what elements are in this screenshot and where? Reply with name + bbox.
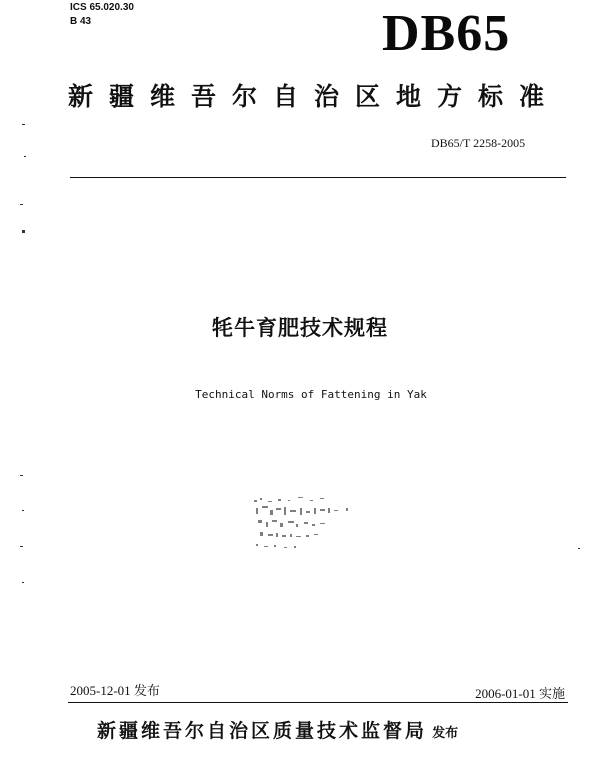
document-title-english: Technical Norms of Fattening in Yak [195, 388, 427, 401]
scan-speck [22, 510, 24, 511]
footer-divider [68, 702, 568, 703]
implement-date: 2006-01-01 实施 [475, 686, 565, 701]
ics-code: ICS 65.020.30 [70, 2, 134, 13]
scan-speck [578, 548, 580, 549]
scan-speck [20, 204, 23, 205]
seal-stamp [248, 494, 358, 558]
scan-speck [22, 582, 24, 583]
scan-speck [20, 475, 23, 476]
db65-logo: DB65 [382, 5, 511, 62]
classification-code: B 43 [70, 16, 92, 27]
issuer-action: 发布 [432, 726, 459, 741]
scan-speck [24, 156, 26, 157]
standard-number: DB65/T 2258-2005 [431, 136, 526, 150]
scan-speck [22, 230, 25, 233]
header-divider [70, 177, 566, 178]
issuer-organization: 新疆维吾尔自治区质量技术监督局 [97, 720, 428, 742]
scan-speck [20, 546, 23, 547]
document-title-chinese: 牦牛育肥技术规程 [212, 316, 388, 340]
scan-speck [22, 124, 25, 125]
publish-date: 2005-12-01 发布 [70, 683, 160, 698]
issuer-line [97, 716, 458, 743]
standard-type-heading: 新疆维吾尔自治区地方标准 [68, 82, 561, 111]
